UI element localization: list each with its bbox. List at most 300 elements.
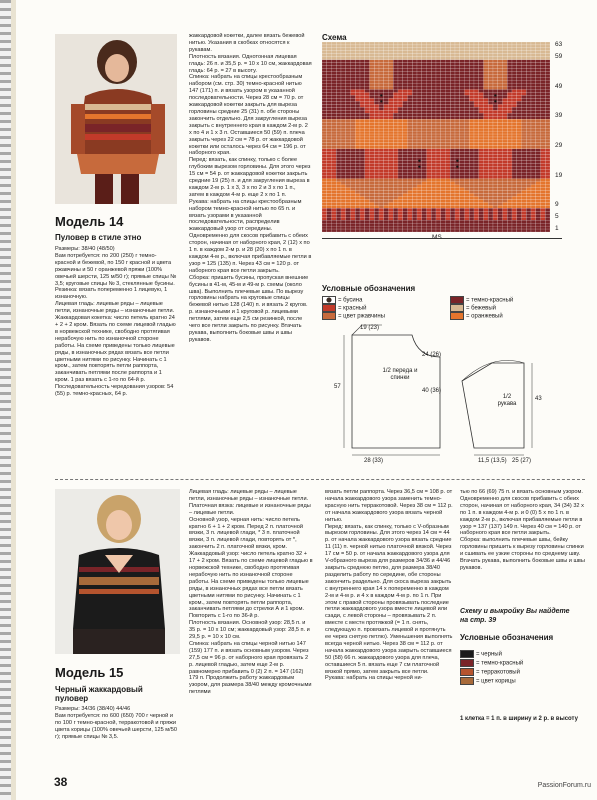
garment-schematic: [322, 323, 572, 463]
chart-cell: [493, 176, 498, 179]
chart-cell: [346, 187, 351, 190]
section-divider: [55, 479, 585, 480]
chart-cell: [393, 140, 398, 143]
chart-cell: [545, 226, 550, 229]
chart-cell: [469, 193, 474, 196]
chart-cell: [446, 72, 451, 75]
chart-cell: [427, 63, 432, 66]
chart-cell: [512, 110, 517, 113]
chart-cell: [507, 179, 512, 182]
chart-cell: [469, 92, 474, 95]
chart-cell: [479, 66, 484, 69]
chart-cell: [531, 211, 536, 214]
chart-cell: [422, 98, 427, 101]
model15-text-col1: Размеры: 34/36 (38/40) 44/46 Вам потребуется: по 600 (650) 700 г черной и по 100 г темно-красной, терракотовой и пряжи цвета корицы (100% овечьей шерсти, 125 м/50 г); прямые спицы № 3,5.: [55, 706, 177, 740]
chart-cell: [545, 182, 550, 185]
chart-cell: [427, 110, 432, 113]
chart-cell: [393, 63, 398, 66]
chart-cell: [522, 220, 527, 223]
chart-cell: [503, 60, 508, 63]
chart-cell: [469, 134, 474, 137]
chart-cell: [488, 229, 493, 232]
chart-cell: [374, 95, 379, 98]
chart-cell: [479, 196, 484, 199]
chart-cell: [536, 51, 541, 54]
chart-cell: [517, 75, 522, 78]
chart-cell: [422, 190, 427, 193]
chart-cell: [455, 128, 460, 131]
chart-cell: [460, 113, 465, 116]
chart-cell: [370, 84, 375, 87]
chart-cell: [517, 214, 522, 217]
chart-cell: [526, 217, 531, 220]
chart-cell: [446, 193, 451, 196]
chart-cell: [346, 54, 351, 57]
chart-cell: [484, 229, 489, 232]
chart-cell: [417, 113, 422, 116]
chart-cell: [503, 75, 508, 78]
chart-cell: [441, 48, 446, 51]
chart-cell: [498, 63, 503, 66]
chart-cell: [469, 223, 474, 226]
chart-cell: [474, 158, 479, 161]
chart-cell: [436, 107, 441, 110]
chart-ms-label: MS: [432, 234, 442, 241]
chart-cell: [384, 155, 389, 158]
chart-cell: [469, 179, 474, 182]
chart-cell: [479, 214, 484, 217]
chart-cell: [469, 196, 474, 199]
chart-cell: [536, 199, 541, 202]
chart-cell: [379, 170, 384, 173]
chart-cell: [360, 187, 365, 190]
chart-cell: [365, 48, 370, 51]
chart-cell: [507, 208, 512, 211]
chart-cell: [479, 90, 484, 93]
chart-cell: [346, 182, 351, 185]
chart-cell: [412, 158, 417, 161]
chart-cell: [522, 173, 527, 176]
chart-cell: [441, 101, 446, 104]
chart-cell: [469, 214, 474, 217]
chart-cell: [360, 167, 365, 170]
chart-cell: [512, 187, 517, 190]
chart-cell: [370, 42, 375, 45]
chart-cell: [351, 98, 356, 101]
chart-cell: [403, 155, 408, 158]
chart-cell: [431, 107, 436, 110]
chart-cell: [541, 104, 546, 107]
chart-cell: [332, 196, 337, 199]
chart-cell: [484, 196, 489, 199]
chart-cell: [498, 75, 503, 78]
chart-cell: [460, 146, 465, 149]
chart-cell: [503, 122, 508, 125]
chart-cell: [365, 170, 370, 173]
chart-cell: [531, 81, 536, 84]
chart-cell: [488, 164, 493, 167]
chart-cell: [417, 75, 422, 78]
chart-cell: [327, 208, 332, 211]
chart-cell: [422, 122, 427, 125]
chart-cell: [536, 208, 541, 211]
chart-cell: [455, 63, 460, 66]
chart-cell: [327, 190, 332, 193]
chart-cell: [412, 182, 417, 185]
chart-cell: [526, 226, 531, 229]
chart-cell: [379, 223, 384, 226]
chart-cell: [336, 176, 341, 179]
chart-cell: [517, 57, 522, 60]
chart-cell: [365, 110, 370, 113]
chart-cell: [512, 173, 517, 176]
chart-cell: [545, 155, 550, 158]
chart-cell: [465, 214, 470, 217]
chart-cell: [469, 205, 474, 208]
chart-cell: [393, 193, 398, 196]
chart-cell: [469, 66, 474, 69]
chart-cell: [427, 81, 432, 84]
chart-cell: [503, 152, 508, 155]
chart-cell: [403, 110, 408, 113]
chart-cell: [427, 75, 432, 78]
chart-cell: [351, 179, 356, 182]
schematic-sleeve-label: 1/2 рукава: [497, 394, 517, 407]
chart-cell: [484, 182, 489, 185]
chart-cell: [526, 125, 531, 128]
chart-cell: [379, 60, 384, 63]
chart-cell: [512, 66, 517, 69]
chart-cell: [341, 214, 346, 217]
chart-cell: [507, 149, 512, 152]
chart-cell: [332, 223, 337, 226]
chart-cell: [465, 119, 470, 122]
chart-cell: [455, 60, 460, 63]
chart-cell: [332, 199, 337, 202]
legend-swatch: [460, 668, 474, 676]
chart-cell: [422, 199, 427, 202]
chart-cell: [341, 45, 346, 48]
chart-cell: [360, 182, 365, 185]
chart-cell: [322, 119, 327, 122]
chart-cell: [322, 125, 327, 128]
chart-cell: [431, 205, 436, 208]
chart-cell: [441, 152, 446, 155]
chart-cell: [427, 179, 432, 182]
chart-cell: [351, 87, 356, 90]
chart-cell: [498, 152, 503, 155]
chart-legend-item: [322, 312, 385, 321]
chart-cell: [526, 158, 531, 161]
chart-cell: [365, 95, 370, 98]
chart-cell: [389, 190, 394, 193]
chart-cell: [503, 143, 508, 146]
chart-cell: [351, 84, 356, 87]
chart-cell: [526, 149, 531, 152]
chart-cell: [484, 161, 489, 164]
chart-cell: [422, 143, 427, 146]
chart-cell: [474, 51, 479, 54]
chart-cell: [360, 101, 365, 104]
chart-cell: [526, 104, 531, 107]
chart-cell: [379, 226, 384, 229]
chart-cell: [441, 113, 446, 116]
chart-cell: [522, 167, 527, 170]
chart-cell: [446, 149, 451, 152]
chart-cell: [469, 187, 474, 190]
chart-cell: [474, 57, 479, 60]
chart-cell: [522, 48, 527, 51]
chart-cell: [379, 131, 384, 134]
chart-cell: [417, 63, 422, 66]
chart-cell: [427, 87, 432, 90]
chart-cell: [374, 66, 379, 69]
chart-cell: [351, 208, 356, 211]
model15-subtitle: Черный жаккардовый пуловер: [55, 685, 143, 703]
chart-cell: [455, 42, 460, 45]
chart-cell: [503, 42, 508, 45]
chart-cell: [512, 72, 517, 75]
chart-cell: [469, 190, 474, 193]
chart-cell: [479, 149, 484, 152]
chart-cell: [436, 98, 441, 101]
chart-cell: [522, 217, 527, 220]
chart-cell: [460, 122, 465, 125]
chart-cell: [427, 220, 432, 223]
chart-cell: [460, 196, 465, 199]
chart-cell: [536, 187, 541, 190]
chart-cell: [465, 179, 470, 182]
chart-cell: [379, 45, 384, 48]
chart-cell: [541, 60, 546, 63]
chart-cell: [503, 45, 508, 48]
chart-cell: [408, 84, 413, 87]
chart-cell: [346, 173, 351, 176]
chart-cell: [488, 220, 493, 223]
chart-cell: [436, 149, 441, 152]
chart-cell: [341, 113, 346, 116]
chart-cell: [379, 173, 384, 176]
chart-cell: [408, 81, 413, 84]
chart-cell: [474, 107, 479, 110]
chart-cell: [450, 170, 455, 173]
chart-cell: [336, 101, 341, 104]
chart-cell: [507, 98, 512, 101]
chart-cell: [374, 220, 379, 223]
chart-cell: [545, 134, 550, 137]
chart-cell: [441, 87, 446, 90]
chart-cell: [417, 155, 422, 158]
chart-cell: [341, 226, 346, 229]
chart-cell: [332, 179, 337, 182]
chart-cell: [346, 202, 351, 205]
chart-cell: [360, 113, 365, 116]
chart-cell: [384, 158, 389, 161]
chart-cell: [322, 75, 327, 78]
chart-cell: [336, 75, 341, 78]
chart-cell: [488, 95, 493, 98]
chart-cell: [355, 185, 360, 188]
chart-cell: [474, 69, 479, 72]
chart-cell: [474, 208, 479, 211]
chart-cell: [436, 173, 441, 176]
chart-cell: [517, 95, 522, 98]
chart-cell: [431, 152, 436, 155]
chart-cell: [469, 101, 474, 104]
chart-cell: [517, 208, 522, 211]
chart-cell: [332, 140, 337, 143]
chart-cell: [389, 137, 394, 140]
chart-cell: [455, 122, 460, 125]
chart-cell: [493, 75, 498, 78]
chart-cell: [431, 140, 436, 143]
chart-cell: [507, 158, 512, 161]
chart-cell: [493, 107, 498, 110]
chart-cell: [531, 113, 536, 116]
chart-cell: [465, 193, 470, 196]
chart-cell: [436, 137, 441, 140]
chart-cell: [441, 90, 446, 93]
chart-cell: [507, 48, 512, 51]
chart-cell: [455, 84, 460, 87]
chart-cell: [374, 176, 379, 179]
chart-cell: [536, 226, 541, 229]
chart-cell: [545, 45, 550, 48]
chart-cell: [493, 60, 498, 63]
chart-cell: [488, 101, 493, 104]
chart-cell: [474, 185, 479, 188]
chart-cell: [469, 211, 474, 214]
chart-cell: [441, 42, 446, 45]
chart-cell: [341, 161, 346, 164]
chart-cell: [384, 78, 389, 81]
chart-cell: [450, 72, 455, 75]
chart-cell: [431, 54, 436, 57]
chart-cell: [479, 161, 484, 164]
chart-cell: [522, 122, 527, 125]
chart-cell: [360, 84, 365, 87]
chart-cell: [474, 60, 479, 63]
chart-cell: [346, 164, 351, 167]
chart-cell: [431, 220, 436, 223]
chart-cell: [465, 116, 470, 119]
chart-cell: [545, 208, 550, 211]
chart-cell: [346, 161, 351, 164]
chart-cell: [531, 116, 536, 119]
chart-cell: [408, 226, 413, 229]
chart-cell: [517, 152, 522, 155]
chart-cell: [469, 199, 474, 202]
chart-cell: [360, 75, 365, 78]
chart-cell: [465, 152, 470, 155]
chart-cell: [336, 161, 341, 164]
chart-cell: [512, 119, 517, 122]
chart-cell: [488, 131, 493, 134]
chart-cell: [384, 63, 389, 66]
chart-cell: [474, 90, 479, 93]
chart-cell: [536, 152, 541, 155]
chart-cell: [460, 220, 465, 223]
legend-label: = темно-красный: [466, 297, 514, 304]
chart-cell: [446, 164, 451, 167]
chart-cell: [327, 87, 332, 90]
chart-cell: [507, 113, 512, 116]
knitting-chart: [322, 42, 562, 242]
chart-cell: [517, 161, 522, 164]
chart-cell: [389, 95, 394, 98]
chart-cell: [417, 217, 422, 220]
chart-cell: [398, 78, 403, 81]
chart-cell: [474, 110, 479, 113]
chart-cell: [545, 161, 550, 164]
chart-cell: [512, 208, 517, 211]
chart-cell: [431, 119, 436, 122]
chart-cell: [517, 182, 522, 185]
chart-cell: [374, 92, 379, 95]
chart-cell: [322, 158, 327, 161]
chart-cell: [403, 217, 408, 220]
chart-cell: [436, 66, 441, 69]
chart-cell: [493, 229, 498, 232]
chart-cell: [360, 98, 365, 101]
chart-cell: [431, 185, 436, 188]
chart-cell: [336, 137, 341, 140]
chart-cell: [360, 143, 365, 146]
chart-cell: [417, 54, 422, 57]
chart-cell: [522, 208, 527, 211]
chart-cell: [355, 57, 360, 60]
chart-cell: [436, 208, 441, 211]
chart-cell: [336, 104, 341, 107]
chart-cell: [393, 196, 398, 199]
chart-cell: [408, 173, 413, 176]
chart-cell: [498, 48, 503, 51]
chart-cell: [526, 196, 531, 199]
chart-cell: [374, 104, 379, 107]
chart-cell: [389, 229, 394, 232]
chart-cell: [384, 95, 389, 98]
chart-cell: [393, 116, 398, 119]
chart-cell: [374, 72, 379, 75]
chart-cell: [446, 155, 451, 158]
chart-cell: [441, 131, 446, 134]
chart-cell: [365, 205, 370, 208]
chart-cell: [389, 179, 394, 182]
chart-cell: [332, 137, 337, 140]
chart-cell: [469, 202, 474, 205]
chart-cell: [355, 143, 360, 146]
chart-cell: [436, 92, 441, 95]
chart-cell: [541, 57, 546, 60]
chart-cell: [322, 63, 327, 66]
chart-cell: [450, 199, 455, 202]
chart-cell: [455, 131, 460, 134]
chart-cell: [384, 128, 389, 131]
chart-cell: [422, 92, 427, 95]
chart-cell: [370, 176, 375, 179]
model14-subtitle: Пуловер в стиле этно: [55, 233, 142, 242]
chart-cell: [346, 176, 351, 179]
chart-cell: [512, 182, 517, 185]
chart-cell: [541, 164, 546, 167]
chart-cell: [446, 173, 451, 176]
chart-cell: [474, 217, 479, 220]
chart-cell: [536, 214, 541, 217]
chart-cell: [365, 116, 370, 119]
chart-cell: [427, 146, 432, 149]
chart-cell: [346, 107, 351, 110]
chart-cell: [441, 122, 446, 125]
